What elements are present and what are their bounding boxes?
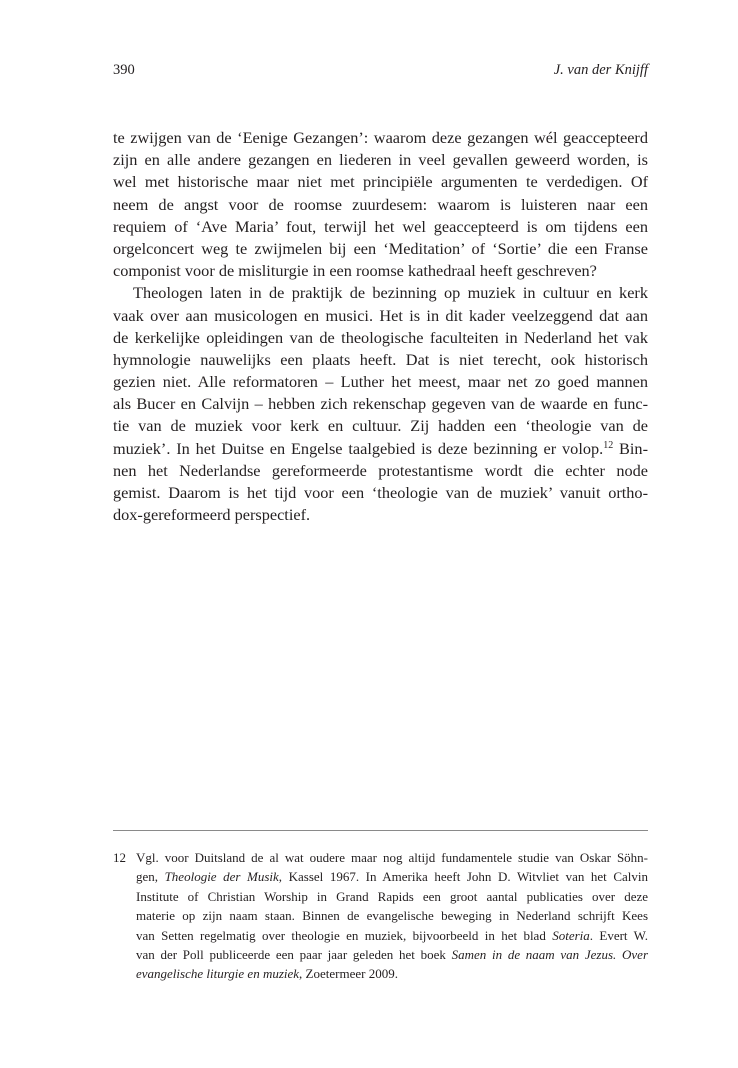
footnote-reference: 12 [603,439,614,451]
footnote-text [136,848,648,984]
text-line: neem de angst voor de roomse zuurdesem: waarom is luisteren naar een [113,194,648,214]
text-line: requiem of ‘Ave Maria’ fout, terwijl het wel geaccepteerd is om tijdens een [113,216,648,236]
running-head [113,62,648,82]
text-line: nen het Nederlandse gereformeerde protestantisme wordt die echter node [113,460,648,480]
book-title: Samen in de naam van Jezus. Over [451,946,649,962]
text-line: hymnologie nauwelijks een plaats heeft. Dat is niet terecht, ook historisch [113,349,648,369]
text-line: zijn en alle andere gezangen en liederen in veel gevallen geweerd worden, is [113,150,648,170]
book-title: Theologie der Musik [164,869,279,885]
text-line: vaak over aan musicologen en musici. Het is in dit kader veelzeggend dat aan [113,305,648,325]
text-line: de kerkelijke opleidingen van de theologische faculteiten in Nederland het vak [113,327,648,347]
text-segment: gen, [136,869,165,885]
text-line: orgelconcert weg te zwijmelen bij een ‘Meditation’ of ‘Sortie’ die een Franse [113,238,648,258]
text-segment: Bin- [613,438,648,458]
text-line: gemist. Daarom is het tijd voor een ‘theologie van de muziek’ vanuit ortho- [113,483,648,502]
running-head-author: J. van der Knijff [553,62,648,78]
footnote-number: 12 [113,850,126,865]
footnote-divider [113,830,648,831]
paragraph-1 [113,127,648,282]
footnote-line: materie op zijn naam staan. Binnen de evangelische beweging in Nederland schrijft Kees [136,908,648,924]
journal-title: Soteria [552,927,590,943]
footnote-line [136,926,648,945]
text-line: dox-gereformeerd perspectief. [113,505,311,525]
text-segment: muziek’. In het Duitse en Engelse taalgebied is deze bezinning er volop. [113,438,604,458]
text-segment: van Setten regelmatig over theologie en muziek, bijvoorbeeld in het blad [136,927,553,943]
text-line: als Bucer en Calvijn – hebben zich rekenschap gegeven van de waarde en func- [113,394,648,414]
page-number: 390 [113,62,135,78]
paragraph-2 [113,282,648,526]
text-segment: van der Poll publiceerde een paar jaar geleden het boek [136,946,452,962]
footnote-line [136,964,648,983]
text-line: wel met historische maar niet met principiële argumenten te verdedigen. Of [113,172,648,192]
text-line: tie van de muziek voor kerk en cultuur. Zij hadden een ‘theologie van de [113,416,648,436]
book-title: evangelische liturgie en muziek [136,966,300,982]
text-line: componist voor de misliturgie in een roomse kathedraal heeft geschreven? [113,261,597,281]
main-text [113,127,648,526]
footnote-line: Vgl. voor Duitsland de al wat oudere maar nog altijd fundamentele studie van Oskar Söhn- [136,850,648,865]
footnote-line [136,945,648,964]
text-segment: , Zoetermeer 2009. [299,966,398,982]
text-line: Theologen laten in de praktijk de bezinning op muziek in cultuur en kerk [133,283,648,303]
footnote-line: Institute of Christian Worship in Grand Rapids een groot aantal publicaties over deze [136,888,648,904]
text-line [113,438,648,460]
text-segment: . Evert W. [589,927,648,943]
footnote-line [136,867,648,886]
text-line: gezien niet. Alle reformatoren – Luther het meest, maar net zo goed mannen [113,372,648,392]
text-segment: , Kassel 1967. In Amerika heeft John D. Witvliet van het Calvin [278,869,649,885]
text-line: te zwijgen van de ‘Eenige Gezangen’: waarom deze gezangen wél geaccepteerd [113,128,648,147]
